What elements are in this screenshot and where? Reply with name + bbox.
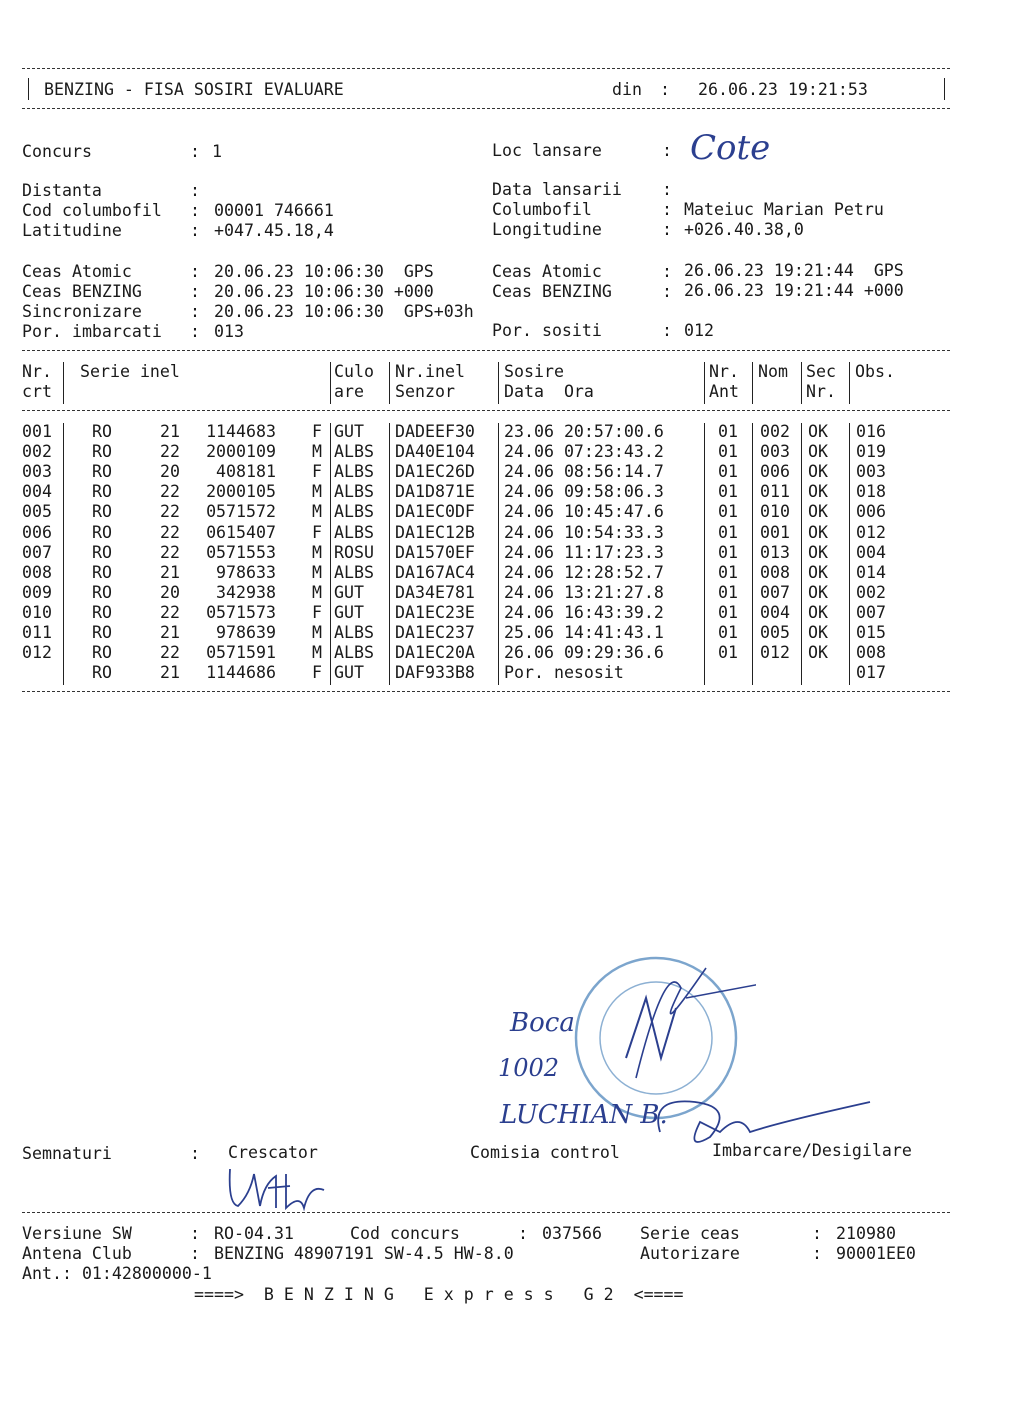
cell-nr: 009 [22,582,52,602]
signature-boca: Boca [510,1008,575,1038]
cell-sec: OK [808,482,828,502]
cell-sensor: DA1570EF [395,542,475,562]
crescator-label: Crescator [228,1143,318,1162]
cell-ro: RO [92,462,112,482]
cell-nom: 005 [760,623,790,642]
imbarcati-value: 013 [214,322,244,341]
serie-ceas-label: Serie ceas [640,1224,740,1243]
cell-sensor: DA1EC12B [395,522,475,542]
cell-sex: F [312,602,322,622]
cell-sex: F [312,522,322,542]
cell-yr: 20 [160,462,180,482]
cell-sex: F [312,422,322,441]
sositi-label: Por. sositi [492,321,602,340]
cell-col: ALBS [334,442,374,462]
ceas-atomic-end: 26.06.23 19:21:44 GPS [684,261,904,280]
cell-sensor: DA1EC26D [395,462,475,482]
cell-col: GUT [334,422,364,441]
cod-concurs-value: 037566 [542,1224,602,1243]
cell-sensor: DA1D871E [395,482,475,502]
cod-columbofil-value: 00001 746661 [214,201,334,220]
loc-lansare-handwritten: Cote [690,128,771,168]
loc-lansare-label: Loc lansare [492,141,602,160]
imbarcare-desigilare-label: Imbarcare/Desigilare [712,1141,912,1160]
cell-sensor: DA1EC0DF [395,502,475,522]
cell-ring: 1144683 [206,422,276,441]
serie-ceas-value: 210980 [836,1224,896,1243]
cell-sensor: DAF933B8 [395,663,475,683]
longitudine-value: +026.40.38,0 [684,220,804,239]
cell-ring: 2000109 [206,442,276,462]
cell-sex: F [312,462,322,482]
cell-col: ALBS [334,643,374,663]
cell-ant: 01 [718,482,738,502]
cell-nr: 002 [22,442,52,462]
ceas-benzing-end: 26.06.23 19:21:44 +000 [684,281,904,300]
cell-nr: 012 [22,643,52,663]
cell-nom: 011 [760,482,790,502]
cell-ro: RO [92,663,112,683]
cell-arrival: 24.06 13:21:27.8 [504,582,664,602]
print-date: 26.06.23 19:21:53 [698,80,868,99]
cell-arrival: 24.06 09:58:06.3 [504,482,664,502]
cell-sex: M [312,502,322,522]
autorizare-value: 90001EE0 [836,1244,916,1263]
cell-arrival: 24.06 12:28:52.7 [504,562,664,582]
cell-col: ROSU [334,542,374,562]
cell-ring: 408181 [216,462,276,482]
cell-ring: 0571591 [206,643,276,663]
cell-arrival: 26.06 09:29:36.6 [504,643,664,663]
columbofil-value: Mateiuc Marian Petru [684,200,884,219]
ceas-benzing-start: 20.06.23 10:06:30 +000 [214,282,434,301]
cell-yr: 21 [160,422,180,441]
cell-ro: RO [92,602,112,622]
cell-sec: OK [808,542,828,562]
col-serie-header: Serie inel [80,362,180,381]
cell-yr: 22 [160,542,180,562]
cell-ro: RO [92,623,112,642]
signature-luchian: LUCHIAN B. [500,1100,668,1130]
cell-col: GUT [334,663,364,683]
ceas-benzing-label: Ceas BENZING [22,282,142,301]
sincronizare-value: 20.06.23 10:06:30 GPS+03h [214,302,474,321]
col-culoare-header: Culo [334,362,374,381]
cell-nr: 011 [22,623,52,642]
cell-obs: 008 [856,643,886,663]
cell-yr: 22 [160,522,180,542]
cell-col: ALBS [334,562,374,582]
cell-yr: 20 [160,582,180,602]
cell-nom: 002 [760,422,790,441]
col-obs-header: Obs. [855,362,895,381]
cell-sensor: DA1EC20A [395,643,475,663]
col-nr-header: Nr. [22,362,52,381]
col-sec-header: Sec [806,362,836,381]
comisia-control-label: Comisia control [470,1143,620,1162]
cell-ro: RO [92,562,112,582]
cell-ro: RO [92,482,112,502]
cell-ant: 01 [718,502,738,522]
cell-obs: 002 [856,582,886,602]
longitudine-label: Longitudine [492,220,602,239]
separator-header [22,108,950,109]
cell-col: ALBS [334,522,374,542]
cell-ant: 01 [718,442,738,462]
cell-yr: 22 [160,482,180,502]
cell-col: ALBS [334,623,374,642]
cell-col: GUT [334,582,364,602]
col-nom-header: Nom [758,362,788,381]
cell-nom: 013 [760,542,790,562]
cell-obs: 014 [856,562,886,582]
cell-nr: 010 [22,602,52,622]
cell-ring: 0571573 [206,602,276,622]
cell-ant: 01 [718,462,738,482]
cell-obs: 003 [856,462,886,482]
cell-sex: M [312,482,322,502]
separator-table-header [22,410,950,411]
cell-ro: RO [92,502,112,522]
cell-obs: 018 [856,482,886,502]
cell-obs: 015 [856,623,886,642]
header-right-bar [944,78,945,100]
cell-sensor: DADEEF30 [395,422,475,441]
separator-top [22,68,950,69]
cell-yr: 22 [160,442,180,462]
cell-ring: 978639 [216,623,276,642]
cell-ring: 342938 [216,582,276,602]
cell-ant: 01 [718,522,738,542]
cell-ring: 0615407 [206,522,276,542]
concurs-value: 1 [212,142,222,161]
cell-ro: RO [92,582,112,602]
cell-nom: 012 [760,643,790,663]
cell-sec: OK [808,562,828,582]
cell-ro: RO [92,422,112,441]
cell-ring: 0571553 [206,542,276,562]
cell-nom: 006 [760,462,790,482]
cell-obs: 016 [856,422,886,441]
cell-nom: 008 [760,562,790,582]
cell-ro: RO [92,522,112,542]
cell-yr: 21 [160,562,180,582]
cell-ant: 01 [718,602,738,622]
date-label: din [612,80,642,99]
cell-ro: RO [92,442,112,462]
cell-yr: 22 [160,502,180,522]
data-lansarii-label: Data lansarii [492,180,622,199]
semnaturi-label: Semnaturi [22,1144,112,1163]
cell-sex: M [312,562,322,582]
ceas-atomic-start: 20.06.23 10:06:30 GPS [214,262,434,281]
cell-arrival: 24.06 10:45:47.6 [504,502,664,522]
cell-ant: 01 [718,582,738,602]
cell-sec: OK [808,422,828,441]
cell-sex: M [312,542,322,562]
cell-ant: 01 [718,422,738,441]
cell-sex: M [312,623,322,642]
col-nrinel-header: Nr.inel [395,362,465,381]
cell-yr: 22 [160,643,180,663]
versiune-label: Versiune SW [22,1224,132,1243]
cell-nr: 001 [22,422,52,441]
cell-arrival: 25.06 14:41:43.1 [504,623,664,642]
cell-sensor: DA1EC237 [395,623,475,642]
cell-ant: 01 [718,562,738,582]
sositi-value: 012 [684,321,714,340]
cell-nom: 004 [760,602,790,622]
cell-obs: 012 [856,522,886,542]
header-left-bar [28,78,29,100]
cell-sec: OK [808,643,828,663]
separator-table-bottom [22,691,950,692]
autorizare-label: Autorizare [640,1244,740,1263]
cell-obs: 006 [856,502,886,522]
cell-sec: OK [808,522,828,542]
cell-obs: 007 [856,602,886,622]
cell-nom: 001 [760,522,790,542]
cell-sec: OK [808,442,828,462]
cell-sex: M [312,643,322,663]
cell-obs: 004 [856,542,886,562]
cell-nr: 004 [22,482,52,502]
distanta-label: Distanta [22,181,102,200]
cell-arrival: 24.06 10:54:33.3 [504,522,664,542]
cell-arrival: 23.06 20:57:00.6 [504,422,664,441]
cell-sex: M [312,442,322,462]
latitudine-value: +047.45.18,4 [214,221,334,240]
cell-ro: RO [92,542,112,562]
cell-sensor: DA34E781 [395,582,475,602]
cell-nr: 008 [22,562,52,582]
cell-arrival: 24.06 16:43:39.2 [504,602,664,622]
document-title: BENZING - FISA SOSIRI EVALUARE [44,80,344,99]
cell-yr: 22 [160,602,180,622]
cell-ring: 2000105 [206,482,276,502]
cell-obs: 019 [856,442,886,462]
cell-ant: 01 [718,542,738,562]
cell-ring: 0571572 [206,502,276,522]
cell-sex: F [312,663,322,683]
separator-table-top [22,350,950,351]
cell-sec: OK [808,462,828,482]
cell-nr: 007 [22,542,52,562]
ceas-benzing-label-right: Ceas BENZING [492,282,612,301]
cell-sensor: DA1EC23E [395,602,475,622]
ant-line: Ant.: 01:42800000-1 [22,1264,212,1283]
cell-nr: 003 [22,462,52,482]
cell-ant: 01 [718,623,738,642]
cell-sensor: DA167AC4 [395,562,475,582]
cod-columbofil-label: Cod columbofil [22,201,162,220]
cell-ant: 01 [718,643,738,663]
versiune-value: RO-04.31 [214,1224,294,1243]
cell-ro: RO [92,643,112,663]
cell-arrival: 24.06 08:56:14.7 [504,462,664,482]
cell-sec: OK [808,602,828,622]
cell-arrival: 24.06 07:23:43.2 [504,442,664,462]
cell-obs: 017 [856,663,886,683]
cell-arrival: 24.06 11:17:23.3 [504,542,664,562]
signature-1002: 1002 [498,1054,560,1082]
imbarcati-label: Por. imbarcati [22,322,162,341]
ceas-atomic-label-right: Ceas Atomic [492,262,602,281]
col-ant-header: Nr. [709,362,739,381]
cell-nom: 010 [760,502,790,522]
concurs-label: Concurs [22,142,92,161]
cell-nr: 006 [22,522,52,542]
cell-col: ALBS [334,482,374,502]
cell-sec: OK [808,582,828,602]
cod-concurs-label: Cod concurs [350,1224,460,1243]
cell-arrival: Por. nesosit [504,663,624,683]
sincronizare-label: Sincronizare [22,302,142,321]
express-banner: ====> B E N Z I N G E x p r e s s G 2 <==== [194,1285,684,1304]
cell-nom: 003 [760,442,790,462]
cell-yr: 21 [160,663,180,683]
cell-col: ALBS [334,502,374,522]
cell-yr: 21 [160,623,180,642]
cell-col: ALBS [334,462,374,482]
cell-nr: 005 [22,502,52,522]
col-sosire-header: Sosire [504,362,564,381]
cell-sec: OK [808,502,828,522]
cell-sensor: DA40E104 [395,442,475,462]
cell-ring: 978633 [216,562,276,582]
cell-nom: 007 [760,582,790,602]
columbofil-label: Columbofil [492,200,592,219]
cell-ring: 1144686 [206,663,276,683]
latitudine-label: Latitudine [22,221,122,240]
ceas-atomic-label: Ceas Atomic [22,262,132,281]
signature-crescator [220,1164,330,1214]
antena-value: BENZING 48907191 SW-4.5 HW-8.0 [214,1244,514,1263]
cell-sex: M [312,582,322,602]
cell-sec: OK [808,623,828,642]
cell-col: GUT [334,602,364,622]
separator-footer [22,1212,950,1213]
antena-label: Antena Club [22,1244,132,1263]
